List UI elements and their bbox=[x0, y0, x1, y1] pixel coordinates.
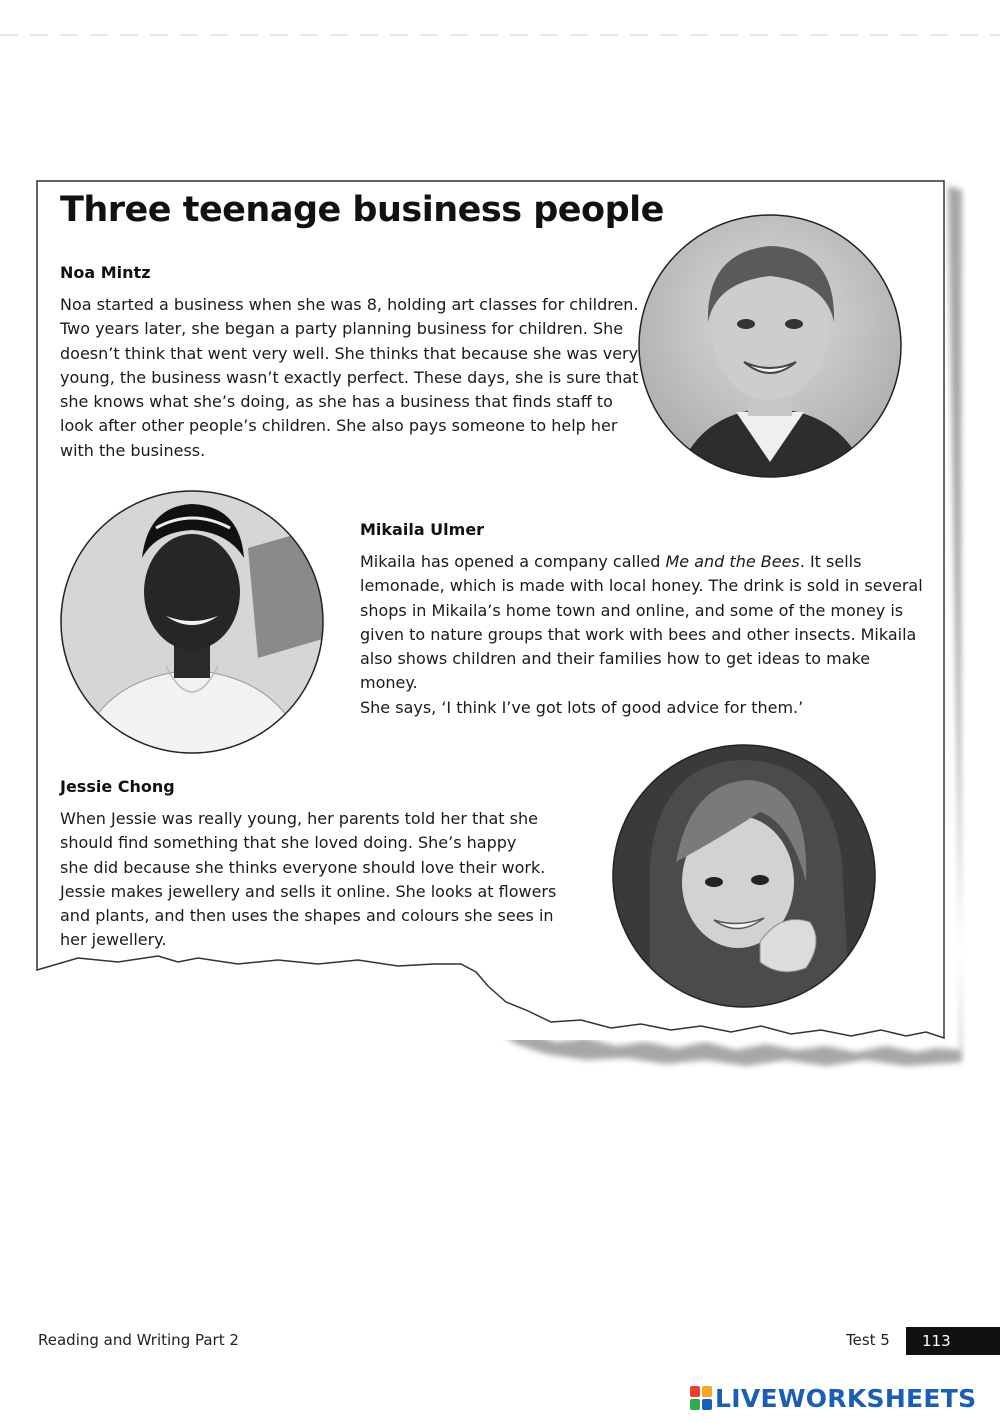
bio-line: should find something that she loved doing. She’s happy bbox=[60, 833, 517, 853]
person-bio-noa bbox=[60, 293, 640, 463]
bio-line: young, the business wasn’t exactly perfect. These days, she is sure that bbox=[60, 367, 639, 387]
page-number: 113 bbox=[906, 1327, 1000, 1355]
portrait-photo-jessie bbox=[610, 742, 878, 1010]
bio-line: given to nature groups that work with bees and other insects. Mikaila bbox=[360, 624, 917, 644]
bio-line bbox=[360, 550, 930, 574]
bio-line: When Jessie was really young, her parents told her that she bbox=[60, 809, 538, 828]
bio-line: She says, ‘I think I’ve got lots of good advice for them.’ bbox=[360, 697, 804, 717]
bio-text: . It sells bbox=[799, 552, 862, 571]
portrait-photo-mikaila bbox=[58, 488, 326, 756]
bio-line: Jessie makes jewellery and sells it online. She looks at flowers bbox=[60, 881, 557, 901]
bio-line: with the business. bbox=[60, 440, 206, 460]
person-name-noa: Noa Mintz bbox=[60, 263, 151, 282]
liveworksheets-logo-icon bbox=[690, 1386, 712, 1410]
liveworksheets-logo-text: LIVEWORKSHEETS bbox=[715, 1383, 977, 1413]
liveworksheets-logo bbox=[690, 1383, 976, 1413]
footer-test-label: Test 5 bbox=[846, 1331, 890, 1349]
person-bio-mikaila bbox=[360, 550, 930, 720]
bio-line: doesn’t think that went very well. She thinks that because she was very bbox=[60, 343, 639, 363]
bio-line: also shows children and their families how to get ideas to make money. bbox=[360, 649, 871, 693]
bio-text: Mikaila has opened a company called bbox=[360, 552, 666, 571]
bio-line: Two years later, she began a party planning business for children. She bbox=[60, 319, 624, 339]
bio-line: she did because she thinks everyone should love their work. bbox=[60, 857, 546, 877]
bio-line: and plants, and then uses the shapes and colours she sees in bbox=[60, 906, 554, 926]
footer-section-label: Reading and Writing Part 2 bbox=[38, 1331, 239, 1349]
bio-line: shops in Mikaila’s home town and online, and some of the money is bbox=[360, 600, 904, 620]
bio-line: lemonade, which is made with local honey. The drink is sold in several bbox=[360, 576, 923, 596]
bio-line: her jewellery. bbox=[60, 930, 167, 950]
company-name: Me and the Bees bbox=[665, 552, 800, 571]
portrait-photo-noa bbox=[636, 212, 904, 480]
article-title: Three teenage business people bbox=[60, 190, 664, 230]
person-bio-jessie bbox=[60, 807, 600, 953]
bio-line: Noa started a business when she was 8, holding art classes for children. bbox=[60, 295, 639, 314]
bio-line: look after other people’s children. She also pays someone to help her bbox=[60, 416, 618, 436]
person-name-jessie: Jessie Chong bbox=[60, 777, 175, 796]
person-name-mikaila: Mikaila Ulmer bbox=[360, 520, 485, 539]
scan-artifact bbox=[0, 34, 1000, 36]
bio-line: she knows what she’s doing, as she has a business that finds staff to bbox=[60, 392, 613, 412]
